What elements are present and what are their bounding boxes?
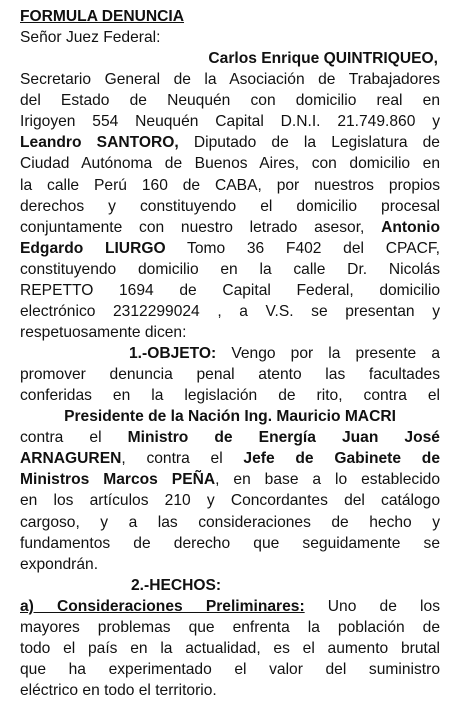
intro-line: Secretario General de la Asociación de Trabajadores [20, 71, 440, 89]
hechos-line: que ha experimentado el valor del suministro [20, 660, 440, 678]
objeto-text: , en base a lo establecido [215, 471, 440, 489]
lawyer-name: Edgardo LIURGO [20, 239, 166, 257]
intro-line [20, 132, 440, 153]
objeto-line: conferidas en la legislación de rito, contra el [20, 387, 440, 405]
respondent-minister: ARNAGUREN [20, 450, 122, 468]
intro-line: derechos y constituyendo el domicilio procesal [20, 197, 440, 215]
objeto-text: Vengo por la presente a [216, 345, 440, 362]
intro-text: Tomo 36 F402 del CPACF, [165, 239, 440, 257]
objeto-text: contra el [20, 429, 128, 447]
salutation: Señor Juez Federal: [20, 29, 161, 47]
intro-line: REPETTO 1694 de Capital Federal, domicilio [20, 281, 440, 299]
respondent-minister: Ministro de Energía Juan José [127, 429, 440, 447]
intro-line: constituyendo domicilio en la calle Dr. Nicolás [20, 260, 440, 278]
intro-line: Ciudad Autónoma de Buenos Aires, con domicilio en [20, 155, 440, 173]
respondent-chief: Jefe de Gabinete de [243, 450, 440, 468]
intro-line: electrónico 2312299024 , a V.S. se presentan y [20, 302, 440, 320]
objeto-line [20, 427, 440, 448]
objeto-line [20, 469, 440, 490]
intro-line: Irigoyen 554 Neuquén Capital D.N.I. 21.749.860 y [20, 113, 440, 131]
complainant-name-1: Carlos Enrique QUINTRIQUEO, [208, 50, 438, 68]
objeto-text: , contra el [121, 450, 244, 468]
hechos-line: mayores problemas que enfrenta la población de [20, 618, 440, 636]
section-heading-hechos: 2.-HECHOS: [131, 576, 222, 594]
objeto-line [129, 343, 440, 364]
objeto-line: cargoso, y a las consideraciones de hecho y [20, 513, 440, 531]
intro-line: respetuosamente dicen: [20, 323, 187, 341]
lawyer-name: Antonio [381, 218, 440, 236]
respondent-chief: Ministros Marcos PEÑA [20, 471, 216, 489]
hechos-line [20, 596, 440, 617]
hechos-line: todo el país en la actualidad, es el aumento brutal [20, 639, 440, 657]
intro-line [20, 238, 440, 259]
intro-text: Diputado de la Legislatura de [178, 134, 440, 152]
objeto-line: expondrán. [20, 555, 99, 573]
objeto-line: promover denuncia penal atento las facultades [20, 366, 440, 384]
hechos-line: eléctrico en todo el territorio. [20, 682, 217, 699]
objeto-line: fundamentos de derecho que seguidamente se [20, 534, 440, 552]
respondent-president: Presidente de la Nación Ing. Mauricio MACRI [64, 408, 396, 426]
objeto-line [20, 448, 440, 469]
intro-line [20, 217, 440, 238]
objeto-line [20, 406, 440, 427]
subsection-heading: a) Consideraciones Preliminares: [20, 597, 305, 615]
intro-text: conjuntamente con nuestro letrado asesor, [20, 218, 382, 236]
objeto-line: en los artículos 210 y Concordantes del catálogo [20, 492, 440, 510]
hechos-text: Uno de los [304, 597, 440, 615]
complainant-name-2: Leandro SANTORO, [20, 134, 179, 152]
intro-line: la calle Perú 160 de CABA, por nuestros propios [20, 176, 440, 194]
document-heading: FORMULA DENUNCIA [20, 8, 185, 25]
intro-line: del Estado de Neuquén con domicilio real en [20, 92, 440, 110]
section-heading-objeto: 1.-OBJETO: [129, 345, 217, 362]
